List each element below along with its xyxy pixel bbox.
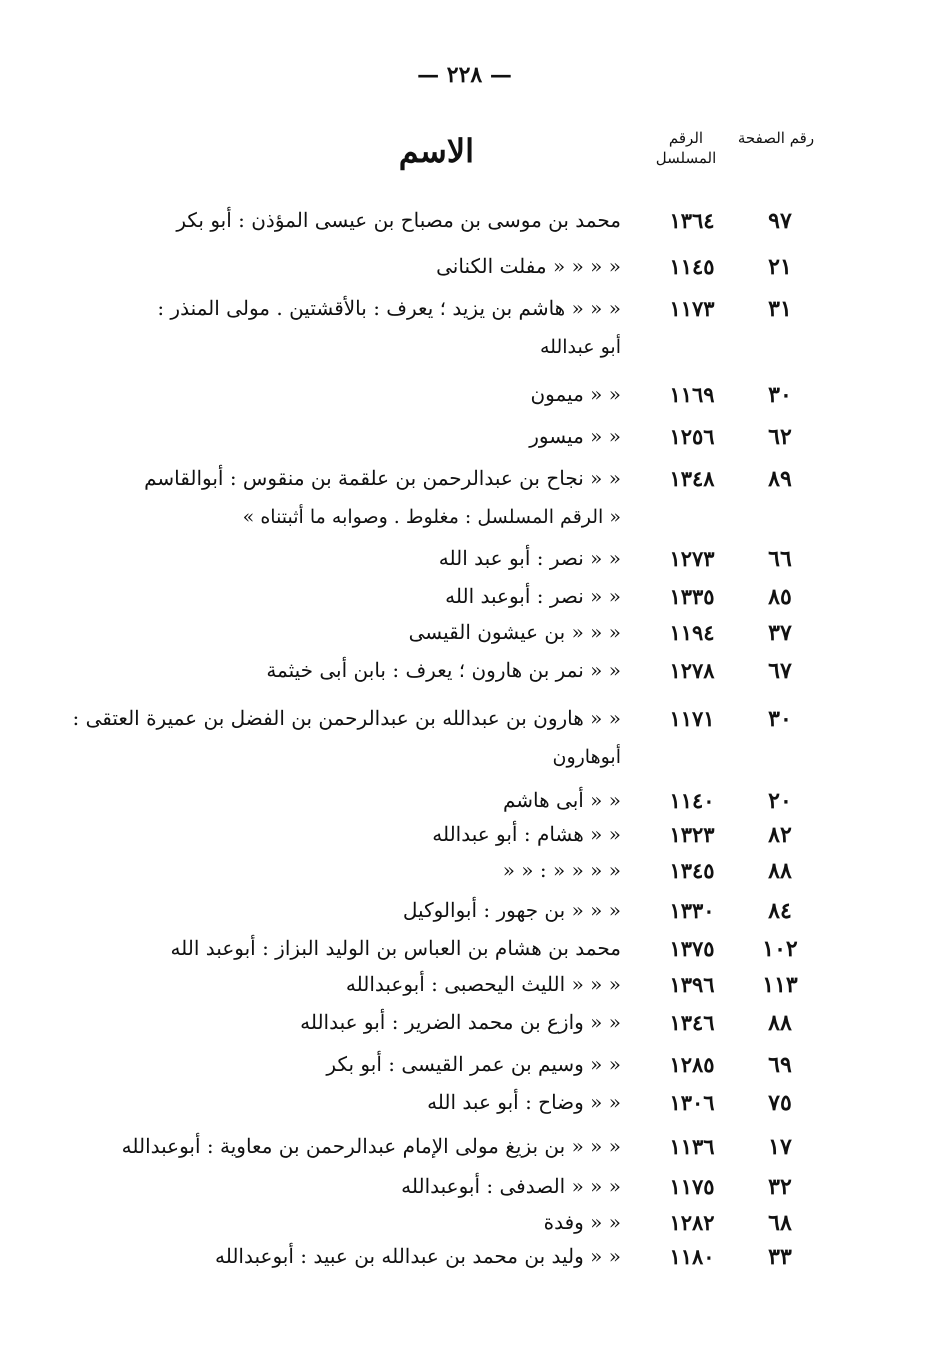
serial-number: ١١٧٣ <box>669 296 715 321</box>
person-name: « « وفدة <box>543 1210 621 1234</box>
page-ref: ٢١ <box>768 254 792 280</box>
table-row <box>0 1004 929 1044</box>
table-row <box>0 248 929 288</box>
table-row <box>0 614 929 654</box>
page-ref: ٨٩ <box>768 466 792 492</box>
table-row <box>0 418 929 458</box>
table-row <box>0 290 929 358</box>
page-ref: ٨٢ <box>768 822 792 848</box>
table-row <box>0 202 929 242</box>
page-ref: ٨٨ <box>768 858 792 884</box>
page-ref: ٦٧ <box>768 658 792 684</box>
page-ref: ٣٧ <box>768 620 792 646</box>
serial-number: ١١٦٩ <box>669 382 715 407</box>
person-name: « « وضاح : أبو عبد الله <box>427 1090 621 1114</box>
page-ref: ٦٩ <box>768 1052 792 1078</box>
page-ref: ٣٠ <box>768 382 792 408</box>
person-name: « « نصر : أبو عبد الله <box>438 546 621 570</box>
serial-number: ١٣٤٥ <box>669 858 715 883</box>
name-column-header: الاسم <box>398 132 474 170</box>
page-ref: ٨٤ <box>768 898 792 924</box>
person-name: « « « بن عيشون القيسى <box>408 620 621 644</box>
person-name: محمد بن هشام بن العباس بن الوليد البزاز : أبوعبد الله <box>170 936 621 960</box>
serial-number: ١٢٨٥ <box>669 1052 715 1077</box>
serial-number: ١١٤٠ <box>669 788 715 813</box>
page-ref: ٣١ <box>768 296 792 322</box>
table-row <box>0 892 929 932</box>
page-ref: ٩٧ <box>768 208 792 234</box>
person-name: « « « « : « « <box>502 858 621 882</box>
table-row <box>0 578 929 618</box>
page-ref: ٦٢ <box>768 424 792 450</box>
person-name: « « وازع بن محمد الضرير : أبو عبدالله <box>300 1010 621 1034</box>
table-row <box>0 1168 929 1208</box>
person-name: محمد بن موسى بن مصباح بن عيسى المؤذن : أبو بكر <box>176 208 621 232</box>
table-row <box>0 540 929 580</box>
person-name: « « وسيم بن عمر القيسى : أبو بكر <box>326 1052 621 1076</box>
person-name: « « « الليث اليحصبى : أبوعبدالله <box>345 972 621 996</box>
table-row <box>0 816 929 856</box>
serial-number: ١٣٣٥ <box>669 584 715 609</box>
table-row <box>0 930 929 970</box>
person-name: « « « هاشم بن يزيد ؛ يعرف : بالأقشتين . مولى المنذر : <box>157 296 621 320</box>
table-row <box>0 852 929 892</box>
person-name: « « « الصدفى : أبوعبدالله <box>401 1174 621 1198</box>
serial-number: ١٣٠٦ <box>669 1090 715 1115</box>
page-ref: ٢٠ <box>768 788 792 814</box>
table-row <box>0 652 929 692</box>
table-row <box>0 376 929 416</box>
serial-number: ١٢٥٦ <box>669 424 715 449</box>
person-name-continuation: أبو عبدالله <box>539 336 621 358</box>
serial-column-header: الرقم المسلسل <box>655 129 717 167</box>
table-row <box>0 1128 929 1168</box>
serial-number: ١٢٧٨ <box>669 658 715 683</box>
serial-number: ١٣٤٦ <box>669 1010 715 1035</box>
page-ref: ٣٠ <box>768 706 792 732</box>
serial-number: ١١٧٥ <box>669 1174 715 1199</box>
serial-number: ١٣٤٨ <box>669 466 715 491</box>
serial-number: ١١٩٤ <box>669 620 715 645</box>
person-name: « « هشام : أبو عبدالله <box>432 822 621 846</box>
serial-number: ١١٨٠ <box>669 1244 715 1269</box>
serial-number: ١١٧١ <box>669 706 715 731</box>
person-name: « « أبى هاشم <box>502 788 621 812</box>
person-name: « « ميمون <box>530 382 621 406</box>
serial-number: ١١٣٦ <box>669 1134 715 1159</box>
person-name: « « نمر بن هارون ؛ يعرف : بابن أبى خيثمة <box>266 658 621 682</box>
serial-number: ١٢٧٣ <box>669 546 715 571</box>
person-name: « « نصر : أبوعبد الله <box>445 584 621 608</box>
person-name-continuation: أبوهارون <box>552 746 621 768</box>
page-ref: ٦٨ <box>768 1210 792 1236</box>
table-row <box>0 1084 929 1124</box>
person-name: « « وليد بن محمد بن عبدالله بن عبيد : أبوعبدالله <box>214 1244 621 1268</box>
serial-number: ١٢٨٢ <box>669 1210 715 1235</box>
person-name: « « ميسور <box>529 424 621 448</box>
serial-number: ١٣٣٠ <box>669 898 715 923</box>
page-ref: ٣٣ <box>768 1244 792 1270</box>
person-name: « « نجاح بن عبدالرحمن بن علقمة بن منقوس : أبوالقاسم <box>144 466 621 490</box>
person-name: « « هارون بن عبدالله بن عبدالرحمن بن الفضل بن عميرة العتقى : <box>72 706 621 730</box>
table-row <box>0 700 929 768</box>
page-ref: ١٧ <box>768 1134 792 1160</box>
page-ref: ٣٢ <box>768 1174 792 1200</box>
serial-number: ١٣٩٦ <box>669 972 715 997</box>
page-number: — ٢٢٨ — <box>417 62 512 88</box>
page-ref: ٨٥ <box>768 584 792 610</box>
page-ref: ١١٣ <box>762 972 798 998</box>
page-ref: ٦٦ <box>768 546 792 572</box>
table-row <box>0 966 929 1006</box>
table-row <box>0 1238 929 1278</box>
person-name: « « « بن بزيغ مولى الإمام عبدالرحمن بن معاوية : أبوعبدالله <box>121 1134 621 1158</box>
page-ref: ٨٨ <box>768 1010 792 1036</box>
page-column-header: رقم الصفحة <box>737 129 815 147</box>
page-ref: ١٠٢ <box>762 936 798 962</box>
person-name-continuation: « الرقم المسلسل : مغلوط . وصوابه ما أثبتناه » <box>242 506 621 528</box>
page-ref: ٧٥ <box>768 1090 792 1116</box>
table-row <box>0 460 929 528</box>
serial-number: ١٣٦٤ <box>669 208 715 233</box>
serial-number: ١٣٧٥ <box>669 936 715 961</box>
serial-number: ١٣٢٣ <box>669 822 715 847</box>
table-row <box>0 1046 929 1086</box>
person-name: « « « بن جهور : أبوالوكيل <box>402 898 621 922</box>
person-name: « « « « مفلت الكنانى <box>436 254 621 278</box>
serial-number: ١١٤٥ <box>669 254 715 279</box>
